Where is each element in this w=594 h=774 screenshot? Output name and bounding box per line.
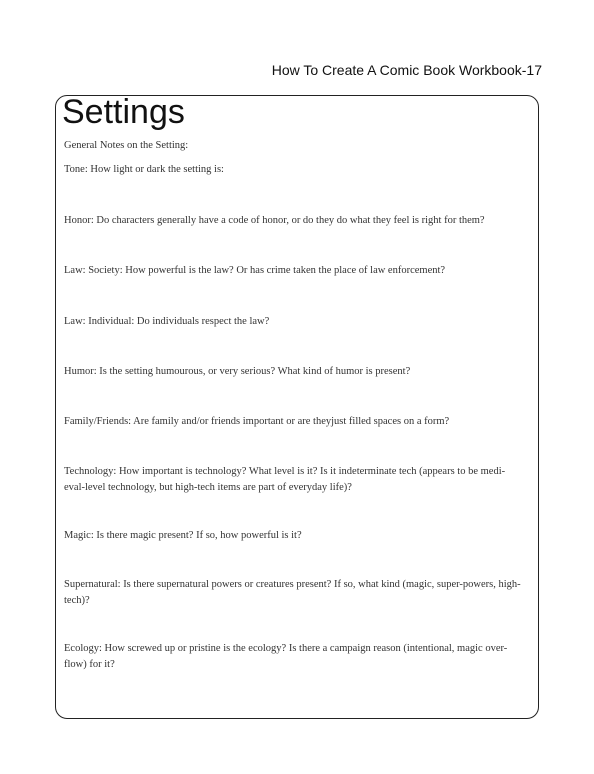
prompt-ecology: Ecology: How screwed up or pristine is the ecology? Is there a campaign reason (intentional, magic over-flow) for it? <box>64 643 508 670</box>
prompt-law-society: Law: Society: How powerful is the law? Or has crime taken the place of law enforcement? <box>64 265 446 276</box>
prompt-honor: Honor: Do characters generally have a code of honor, or do they do what they feel is right for them? <box>64 215 485 226</box>
workbook-header: How To Create A Comic Book Workbook-17 <box>271 62 542 78</box>
settings-frame <box>55 95 539 719</box>
prompt-general-notes: General Notes on the Setting: <box>64 140 189 151</box>
prompt-humor: Humor: Is the setting humourous, or very serious? What kind of humor is present? <box>64 366 411 377</box>
prompt-law-individual: Law: Individual: Do individuals respect the law? <box>64 316 270 327</box>
prompt-tone: Tone: How light or dark the setting is: <box>64 164 224 175</box>
prompt-supernatural: Supernatural: Is there supernatural powers or creatures present? If so, what kind (magic, super-powers, high-tech)? <box>64 579 521 606</box>
prompt-technology: Technology: How important is technology? What level is it? Is it indeterminate tech (appears to be medi-eval-level technology, but high-tech items are part of everyday life)? <box>64 466 506 493</box>
page-title: Settings <box>62 93 185 131</box>
prompt-magic: Magic: Is there magic present? If so, how powerful is it? <box>64 530 302 541</box>
prompt-family-friends: Family/Friends: Are family and/or friends important or are theyjust filled spaces on a form? <box>64 416 450 427</box>
